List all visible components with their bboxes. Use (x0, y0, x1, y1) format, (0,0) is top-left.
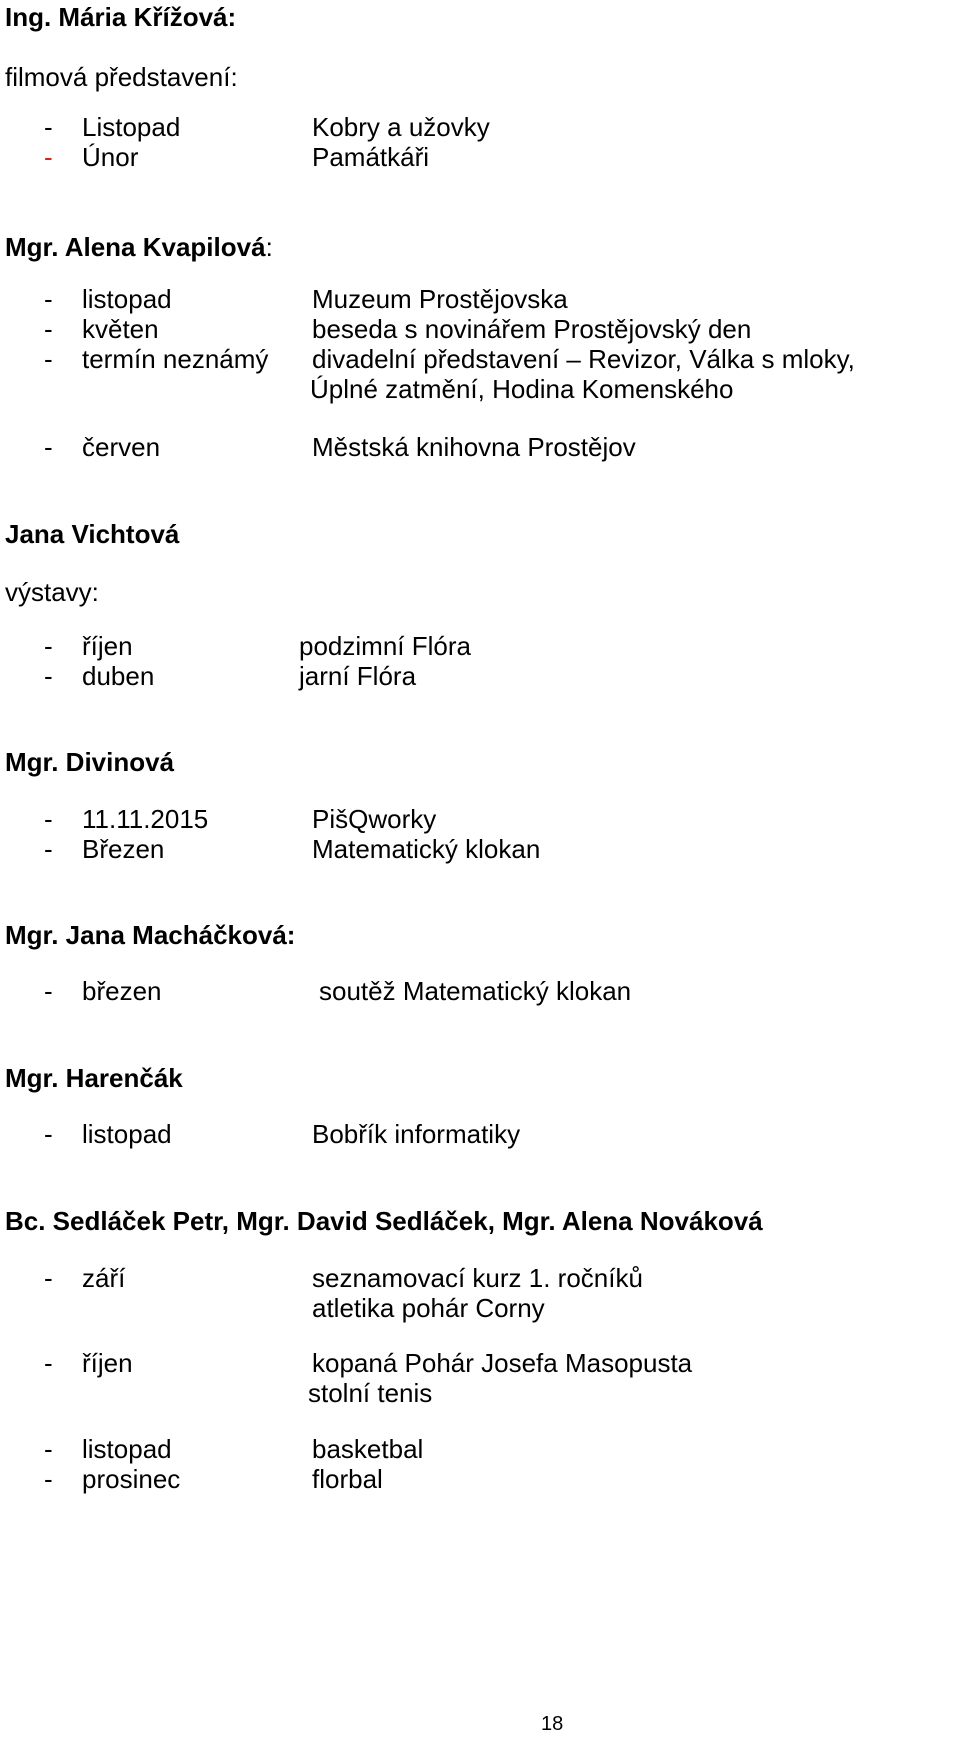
list-item-date: září (82, 1263, 126, 1293)
list-item-date: Březen (82, 834, 165, 864)
list-item-event-continued: Úplné zatmění, Hodina Komenského (310, 374, 734, 404)
list-item-event: Bobřík informatiky (312, 1119, 521, 1149)
section-heading: Jana Vichtová (5, 519, 180, 549)
list-dash: - (44, 112, 53, 142)
list-dash: - (44, 314, 53, 344)
section-heading: Mgr. Jana Macháčková: (5, 920, 296, 950)
list-dash: - (44, 804, 53, 834)
page-number: 18 (541, 1713, 564, 1735)
list-item-event: Matematický klokan (312, 834, 541, 864)
list-dash: - (44, 284, 53, 314)
list-item-event-continued: stolní tenis (308, 1378, 433, 1408)
section-heading-colon: : (265, 232, 273, 262)
list-item-event: florbal (312, 1464, 383, 1494)
list-item-event-continued: atletika pohár Corny (312, 1293, 545, 1323)
list-item-date: říjen (82, 1348, 133, 1378)
list-item-event: seznamovací kurz 1. ročníků (312, 1263, 643, 1293)
section-heading-name: Mgr. Alena Kvapilová (5, 232, 266, 262)
list-dash: - (44, 1348, 53, 1378)
list-item-event: Muzeum Prostějovska (312, 284, 568, 314)
list-dash: - (44, 1464, 53, 1494)
list-item-date: červen (82, 432, 161, 462)
list-dash: - (44, 661, 53, 691)
list-item-date: říjen (82, 631, 133, 661)
list-item-date: listopad (82, 1434, 172, 1464)
list-dash: - (44, 1434, 53, 1464)
list-item-date: březen (82, 976, 162, 1006)
section-subheading: výstavy: (5, 577, 99, 607)
section-heading: Mgr. Harenčák (5, 1063, 183, 1093)
list-dash: - (44, 1119, 53, 1149)
list-item-event: soutěž Matematický klokan (319, 976, 632, 1006)
list-item-event: podzimní Flóra (299, 631, 471, 661)
list-item-event: Kobry a užovky (312, 112, 490, 142)
list-item-event: beseda s novinářem Prostějovský den (312, 314, 752, 344)
list-item-date: květen (82, 314, 159, 344)
list-dash: - (44, 834, 53, 864)
list-dash: - (44, 344, 53, 374)
section-heading: Bc. Sedláček Petr, Mgr. David Sedláček, Mgr. Alena Nováková (5, 1206, 763, 1236)
list-item-date: Únor (82, 142, 139, 172)
list-dash: - (44, 1263, 53, 1293)
list-item-event: PišQworky (312, 804, 437, 834)
list-item-date: Listopad (82, 112, 181, 142)
section-heading: Mgr. Divinová (5, 747, 175, 777)
list-item-date: duben (82, 661, 155, 691)
list-dash: - (44, 432, 53, 462)
list-item-event: basketbal (312, 1434, 424, 1464)
list-item-date: 11.11.2015 (82, 804, 209, 834)
list-dash: - (44, 976, 53, 1006)
list-dash: - (44, 142, 53, 172)
list-item-date: listopad (82, 284, 172, 314)
list-item-event: Památkáři (312, 142, 430, 172)
section-subheading: filmová představení: (5, 62, 238, 92)
list-item-event: jarní Flóra (299, 661, 417, 691)
list-dash: - (44, 631, 53, 661)
list-item-event: Městská knihovna Prostějov (312, 432, 636, 462)
list-item-event: kopaná Pohár Josefa Masopusta (312, 1348, 693, 1378)
list-item-event: divadelní představení – Revizor, Válka s mloky, (312, 344, 855, 374)
list-item-date: prosinec (82, 1464, 181, 1494)
list-item-date: termín neznámý (82, 344, 269, 374)
section-heading (5, 232, 273, 262)
section-heading: Ing. Mária Křížová: (5, 2, 237, 32)
list-item-date: listopad (82, 1119, 172, 1149)
